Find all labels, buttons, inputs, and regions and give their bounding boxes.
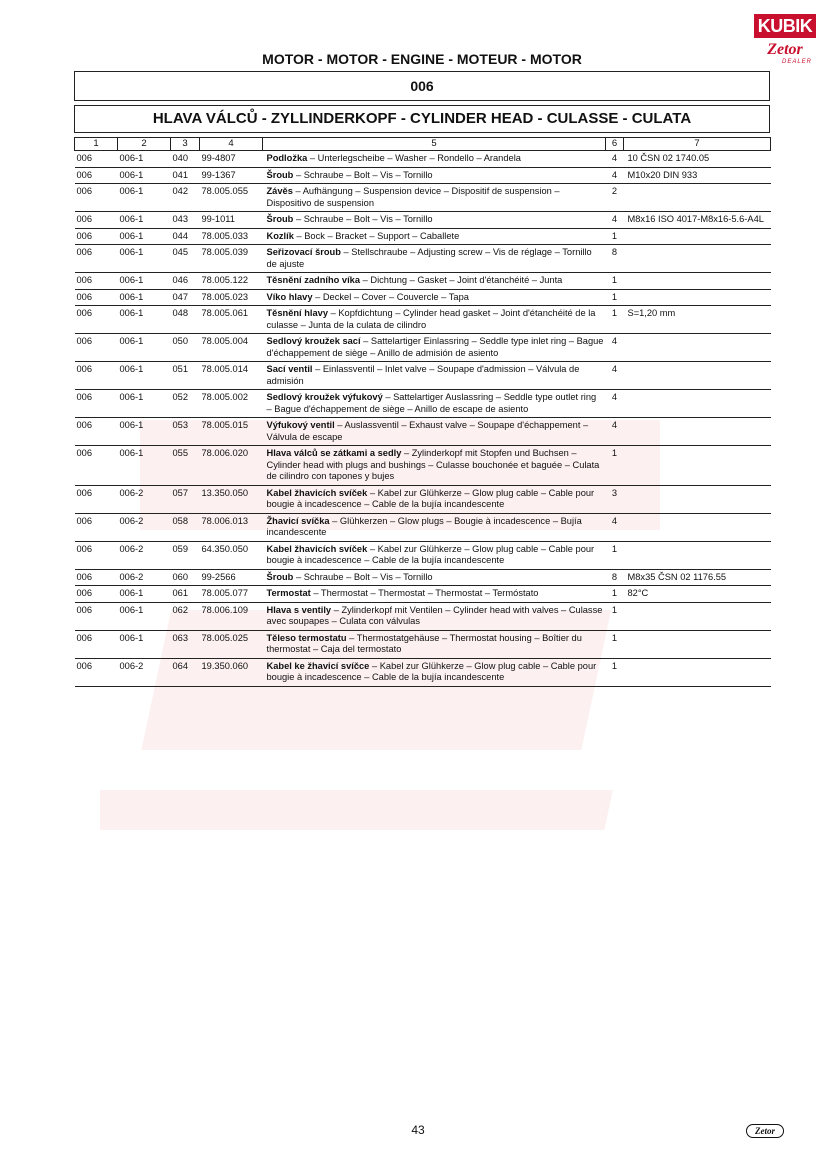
description-name: Těsnění hlavy: [266, 308, 328, 318]
cell-note: [624, 541, 771, 569]
cell-quantity: 1: [606, 541, 624, 569]
cell-subgroup: 006-1: [118, 630, 171, 658]
cell-note: [624, 602, 771, 630]
cell-quantity: 1: [606, 228, 624, 245]
cell-position: 055: [171, 446, 200, 486]
cell-group: 006: [75, 151, 118, 168]
description-name: Víko hlavy: [266, 291, 313, 302]
cell-part-number: 78.005.004: [200, 334, 263, 362]
description-translations: – Einlassventil – Inlet valve – Soupape d'admission – Válvula de admisión: [266, 364, 580, 386]
cell-note: M8x35 ČSN 02 1176.55: [624, 569, 771, 586]
cell-subgroup: 006-1: [118, 602, 171, 630]
cell-quantity: 1: [606, 273, 624, 290]
cell-position: 064: [171, 658, 200, 686]
page-title: MOTOR - MOTOR - ENGINE - MOTEUR - MOTOR: [262, 51, 582, 67]
logo-zetor-text: Zetor: [767, 41, 803, 58]
cell-group: 006: [75, 658, 118, 686]
cell-description: [263, 151, 606, 168]
cell-description: [263, 485, 606, 513]
cell-subgroup: 006-1: [118, 362, 171, 390]
description-name: Sedlový kroužek sací: [266, 336, 361, 346]
cell-description: [263, 586, 606, 603]
column-header: 4: [200, 138, 263, 151]
cell-quantity: 1: [606, 446, 624, 486]
description-translations: – Stellschraube – Adjusting screw – Vis de réglage – Tornillo de ajuste: [266, 247, 592, 269]
cell-subgroup: 006-1: [118, 418, 171, 446]
description-name: Sedlový kroužek výfukový: [266, 392, 383, 402]
table-row: [75, 362, 771, 390]
column-header: 6: [606, 138, 624, 151]
cell-position: 059: [171, 541, 200, 569]
description-name: Hlava s ventily: [266, 604, 332, 615]
cell-description: [263, 446, 606, 486]
parts-table-header: [75, 138, 771, 151]
description-translations: – Zylinderkopf mit Ventilen – Cylinder head with valves – Culasse avec soupapes – Culata con válvulas: [266, 604, 603, 626]
cell-part-number: 78.005.014: [200, 362, 263, 390]
description-translations: – Kabel zur Glühkerze – Glow plug cable – Cable pour bougie à incadescence – Cable de la bujía incandescente: [266, 487, 595, 509]
description-name: Šroub: [266, 169, 294, 180]
cell-part-number: 78.006.013: [200, 513, 263, 541]
table-row: [75, 334, 771, 362]
table-row: [75, 446, 771, 486]
cell-subgroup: 006-2: [118, 541, 171, 569]
description-translations: – Schraube – Bolt – Vis – Tornillo: [293, 571, 433, 582]
cell-description: [263, 513, 606, 541]
cell-description: [263, 418, 606, 446]
cell-quantity: 4: [606, 212, 624, 229]
cell-subgroup: 006-1: [118, 586, 171, 603]
footer-zetor-logo: Zetor: [746, 1124, 784, 1138]
cell-position: 042: [171, 184, 200, 212]
cell-group: 006: [75, 184, 118, 212]
cell-part-number: 78.005.015: [200, 418, 263, 446]
cell-group: 006: [75, 418, 118, 446]
column-header: 7: [624, 138, 771, 151]
cell-part-number: 78.006.020: [200, 446, 263, 486]
cell-subgroup: 006-2: [118, 513, 171, 541]
column-header: 2: [118, 138, 171, 151]
cell-position: 063: [171, 630, 200, 658]
description-translations: – Auslassventil – Exhaust valve – Soupape d'échappement – Válvula de escape: [266, 420, 589, 442]
cell-description: [263, 390, 606, 418]
cell-note: M10x20 DIN 933: [624, 167, 771, 184]
cell-part-number: 78.005.077: [200, 586, 263, 603]
cell-description: [263, 602, 606, 630]
cell-subgroup: 006-2: [118, 658, 171, 686]
table-row: [75, 390, 771, 418]
description-translations: – Kabel zur Glühkerze – Glow plug cable – Cable pour bougie à incadescence – Cable de la bujía incandescente: [266, 543, 595, 565]
table-row: [75, 245, 771, 273]
cell-group: 006: [75, 513, 118, 541]
cell-part-number: 78.005.061: [200, 306, 263, 334]
logo-dealer-text: DEALER: [781, 59, 812, 65]
cell-note: [624, 390, 771, 418]
description-name: Žhavicí svíčka: [266, 515, 330, 526]
cell-group: 006: [75, 334, 118, 362]
table-row: [75, 184, 771, 212]
cell-quantity: 8: [606, 569, 624, 586]
table-row: [75, 513, 771, 541]
cell-note: M8x16 ISO 4017-M8x16-5.6-A4L: [624, 212, 771, 229]
description-translations: – Schraube – Bolt – Vis – Tornillo: [293, 169, 433, 180]
cell-quantity: 4: [606, 167, 624, 184]
cell-description: [263, 245, 606, 273]
cell-part-number: 78.005.023: [200, 289, 263, 306]
cell-quantity: 1: [606, 289, 624, 306]
parts-table-body: [75, 151, 771, 687]
cell-part-number: 99-4807: [200, 151, 263, 168]
cell-description: [263, 658, 606, 686]
cell-quantity: 1: [606, 586, 624, 603]
cell-quantity: 4: [606, 334, 624, 362]
cell-quantity: 1: [606, 306, 624, 334]
cell-group: 006: [75, 228, 118, 245]
table-row: [75, 586, 771, 603]
table-row: [75, 212, 771, 229]
cell-description: [263, 273, 606, 290]
cell-subgroup: 006-1: [118, 228, 171, 245]
cell-group: 006: [75, 569, 118, 586]
column-header: 1: [75, 138, 118, 151]
description-name: Závěs: [266, 186, 293, 196]
cell-part-number: 78.006.109: [200, 602, 263, 630]
table-row: [75, 658, 771, 686]
cell-group: 006: [75, 273, 118, 290]
cell-note: [624, 485, 771, 513]
cell-note: 82°C: [624, 586, 771, 603]
description-name: Termostat: [266, 588, 311, 598]
cell-part-number: 78.005.039: [200, 245, 263, 273]
cell-note: [624, 630, 771, 658]
description-name: Kabel žhavicích svíček: [266, 487, 368, 498]
cell-position: 052: [171, 390, 200, 418]
description-translations: – Kopfdichtung – Cylinder head gasket – Joint d'étanchéité de la culasse – Junta de la culata de cilindro: [266, 308, 596, 330]
cell-position: 060: [171, 569, 200, 586]
cell-subgroup: 006-1: [118, 212, 171, 229]
table-row: [75, 541, 771, 569]
cell-description: [263, 306, 606, 334]
cell-group: 006: [75, 602, 118, 630]
description-name: Kozlík: [266, 230, 294, 241]
description-name: Seřizovací šroub: [266, 247, 341, 257]
logo-kubik-text: KUBIK: [754, 14, 816, 38]
parts-table: [74, 137, 771, 687]
table-row: [75, 273, 771, 290]
cell-group: 006: [75, 245, 118, 273]
cell-part-number: 99-2566: [200, 569, 263, 586]
cell-part-number: 99-1367: [200, 167, 263, 184]
cell-subgroup: 006-1: [118, 446, 171, 486]
description-translations: – Thermostat – Thermostat – Thermostat – Termóstato: [310, 588, 539, 598]
cell-subgroup: 006-1: [118, 390, 171, 418]
cell-note: [624, 362, 771, 390]
cell-position: 040: [171, 151, 200, 168]
cell-description: [263, 167, 606, 184]
cell-subgroup: 006-1: [118, 334, 171, 362]
cell-position: 051: [171, 362, 200, 390]
cell-description: [263, 212, 606, 229]
description-translations: – Unterlegscheibe – Washer – Rondello – Arandela: [307, 153, 521, 163]
cell-group: 006: [75, 167, 118, 184]
cell-note: [624, 245, 771, 273]
description-translations: – Sattelartiger Einlassring – Seddle type inlet ring – Bague d'échappement de siège – Anillo de admisión de asiento: [266, 336, 604, 358]
cell-quantity: 4: [606, 513, 624, 541]
cell-position: 058: [171, 513, 200, 541]
cell-description: [263, 630, 606, 658]
cell-note: S=1,20 mm: [624, 306, 771, 334]
description-name: Hlava válců se zátkami a sedly: [266, 448, 402, 458]
column-header: 3: [171, 138, 200, 151]
description-translations: – Glühkerzen – Glow plugs – Bougie à incadescence – Bujía incandescente: [266, 515, 582, 537]
cell-description: [263, 541, 606, 569]
table-row: [75, 167, 771, 184]
cell-position: 050: [171, 334, 200, 362]
cell-quantity: 2: [606, 184, 624, 212]
description-name: Těleso termostatu: [266, 632, 347, 643]
description-name: Těsnění zadního víka: [266, 275, 361, 285]
page-number: 43: [411, 1123, 425, 1137]
cell-subgroup: 006-1: [118, 151, 171, 168]
description-translations: – Deckel – Cover – Couvercle – Tapa: [312, 291, 469, 302]
cell-subgroup: 006-1: [118, 245, 171, 273]
description-translations: – Zylinderkopf mit Stopfen und Buchsen – Cylinder head with plugs and bushings – Culasse bouchonée et baguée – Culata de cilindro con tapones y bujes: [266, 448, 600, 481]
cell-note: [624, 513, 771, 541]
cell-note: [624, 446, 771, 486]
table-row: [75, 228, 771, 245]
cell-part-number: 78.005.033: [200, 228, 263, 245]
cell-subgroup: 006-1: [118, 306, 171, 334]
cell-description: [263, 289, 606, 306]
cell-position: 048: [171, 306, 200, 334]
cell-quantity: 1: [606, 630, 624, 658]
cell-quantity: 1: [606, 602, 624, 630]
cell-quantity: 4: [606, 151, 624, 168]
cell-position: 046: [171, 273, 200, 290]
cell-position: 057: [171, 485, 200, 513]
cell-subgroup: 006-2: [118, 485, 171, 513]
section-heading: HLAVA VÁLCŮ - ZYLLINDERKOPF - CYLINDER HEAD - CULASSE - CULATA: [74, 105, 770, 133]
description-translations: – Aufhängung – Suspension device – Dispositif de suspension – Dispositivo de suspension: [266, 186, 560, 208]
cell-part-number: 13.350.050: [200, 485, 263, 513]
cell-position: 041: [171, 167, 200, 184]
cell-group: 006: [75, 362, 118, 390]
description-name: Šroub: [266, 214, 294, 224]
cell-position: 047: [171, 289, 200, 306]
description-translations: – Thermostatgehäuse – Thermostat housing – Boîtier du thermostat – Caja del termostato: [266, 632, 582, 654]
description-translations: – Dichtung – Gasket – Joint d'étanchéité – Junta: [360, 275, 563, 285]
description-translations: – Kabel zur Glühkerze – Glow plug cable – Cable pour bougie à incadescence – Cable de la bujía incandescente: [266, 660, 597, 682]
description-name: Podložka: [266, 153, 308, 163]
description-translations: – Bock – Bracket – Support – Caballete: [293, 230, 460, 241]
cell-group: 006: [75, 212, 118, 229]
cell-part-number: 78.005.055: [200, 184, 263, 212]
cell-note: 10 ČSN 02 1740.05: [624, 151, 771, 168]
cell-part-number: 78.005.122: [200, 273, 263, 290]
cell-quantity: 4: [606, 418, 624, 446]
cell-part-number: 99-1011: [200, 212, 263, 229]
cell-quantity: 1: [606, 658, 624, 686]
table-row: [75, 602, 771, 630]
cell-description: [263, 362, 606, 390]
cell-group: 006: [75, 306, 118, 334]
cell-note: [624, 418, 771, 446]
description-name: Sací ventil: [266, 364, 313, 374]
cell-note: [624, 228, 771, 245]
cell-note: [624, 184, 771, 212]
description-translations: – Schraube – Bolt – Vis – Tornillo: [293, 214, 433, 224]
cell-note: [624, 273, 771, 290]
table-row: [75, 289, 771, 306]
cell-group: 006: [75, 586, 118, 603]
table-row: [75, 485, 771, 513]
cell-description: [263, 228, 606, 245]
cell-position: 062: [171, 602, 200, 630]
description-name: Kabel ke žhavicí svíčce: [266, 660, 370, 671]
table-row: [75, 418, 771, 446]
cell-subgroup: 006-1: [118, 289, 171, 306]
column-header: 5: [263, 138, 606, 151]
description-translations: – Sattelartiger Auslassring – Seddle type outlet ring – Bague d'échappement de siège – Anillo de escape de asiento: [266, 392, 597, 414]
cell-quantity: 4: [606, 390, 624, 418]
cell-quantity: 4: [606, 362, 624, 390]
cell-position: 044: [171, 228, 200, 245]
cell-subgroup: 006-2: [118, 569, 171, 586]
cell-position: 045: [171, 245, 200, 273]
description-name: Šroub: [266, 571, 294, 582]
description-name: Výfukový ventil: [266, 420, 335, 430]
cell-part-number: 19.350.060: [200, 658, 263, 686]
cell-quantity: 3: [606, 485, 624, 513]
cell-group: 006: [75, 630, 118, 658]
cell-description: [263, 569, 606, 586]
cell-note: [624, 334, 771, 362]
cell-part-number: 64.350.050: [200, 541, 263, 569]
cell-group: 006: [75, 446, 118, 486]
table-row: [75, 151, 771, 168]
section-number: 006: [74, 71, 770, 101]
description-name: Kabel žhavicích svíček: [266, 543, 368, 554]
cell-group: 006: [75, 289, 118, 306]
cell-note: [624, 658, 771, 686]
cell-subgroup: 006-1: [118, 184, 171, 212]
cell-group: 006: [75, 390, 118, 418]
cell-subgroup: 006-1: [118, 167, 171, 184]
cell-position: 043: [171, 212, 200, 229]
cell-position: 061: [171, 586, 200, 603]
cell-quantity: 8: [606, 245, 624, 273]
cell-group: 006: [75, 541, 118, 569]
cell-part-number: 78.005.002: [200, 390, 263, 418]
cell-description: [263, 184, 606, 212]
cell-note: [624, 289, 771, 306]
cell-part-number: 78.005.025: [200, 630, 263, 658]
cell-position: 053: [171, 418, 200, 446]
table-row: [75, 569, 771, 586]
table-row: [75, 306, 771, 334]
cell-subgroup: 006-1: [118, 273, 171, 290]
table-row: [75, 630, 771, 658]
cell-group: 006: [75, 485, 118, 513]
cell-description: [263, 334, 606, 362]
